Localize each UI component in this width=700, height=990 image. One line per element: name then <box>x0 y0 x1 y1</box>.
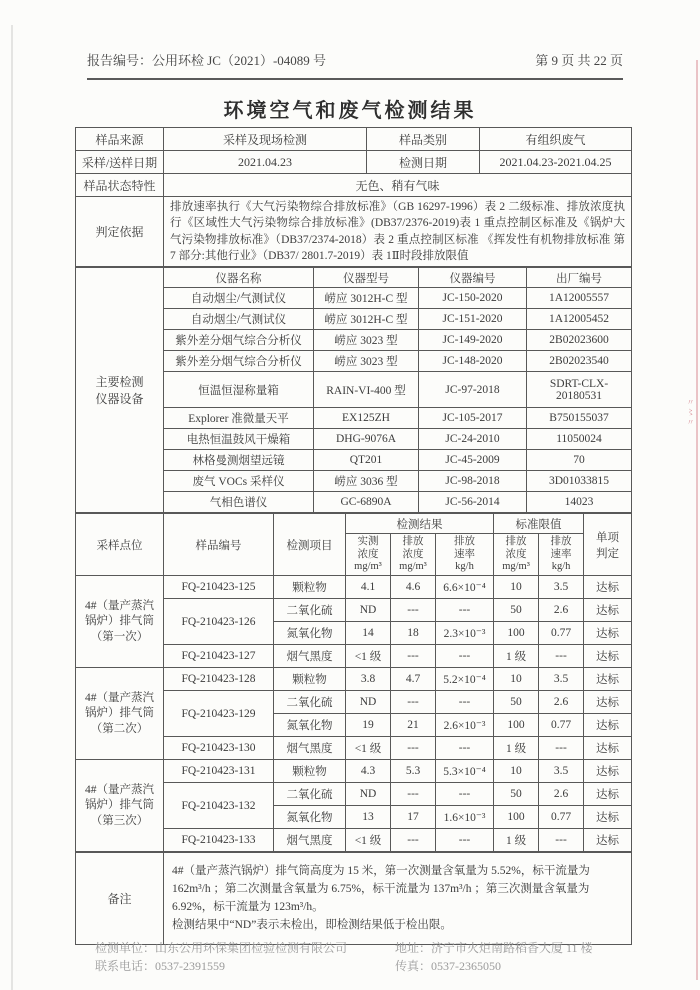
remark-line-2: 检测结果中“ND”表示未检出，即检测结果低于检出限。 <box>172 918 452 931</box>
table-row <box>76 576 632 599</box>
instrument-name: 林格曼测烟望远镜 <box>164 450 314 471</box>
measured-value: ND <box>346 691 391 714</box>
table-row <box>76 760 632 783</box>
instrument-serial: 3D01033815 <box>527 471 632 492</box>
instrument-name: 电热恒温鼓风干燥箱 <box>164 429 314 450</box>
report-tables <box>75 127 631 945</box>
instrument-id: JC-98-2018 <box>419 471 527 492</box>
emission-conc: --- <box>391 783 436 806</box>
limit-rate: 2.6 <box>539 599 584 622</box>
sample-id: FQ-210423-132 <box>164 783 274 829</box>
sample-id: FQ-210423-126 <box>164 599 274 645</box>
emission-conc: 4.7 <box>391 668 436 691</box>
limit-conc: 10 <box>494 576 539 599</box>
test-item: 二氧化硫 <box>274 691 346 714</box>
instrument-serial: 2B02023600 <box>527 330 632 351</box>
table-row <box>76 197 632 267</box>
sampling-point: 4#（量产蒸汽锅炉）排气筒（第一次） <box>76 576 164 668</box>
instrument-model: 崂应 3036 型 <box>314 471 419 492</box>
instrument-id: JC-151-2020 <box>419 309 527 330</box>
page-number: 第 9 页 共 22 页 <box>535 53 623 68</box>
instrument-name: 紫外差分烟气综合分析仪 <box>164 351 314 372</box>
footer-org: 检测单位：山东公用环保集团检验检测有限公司 <box>95 941 348 955</box>
column-header: 仪器编号 <box>419 268 527 288</box>
column-subheader: 排放速率 kg/h <box>436 534 494 576</box>
emission-rate: 5.3×10⁻⁴ <box>436 760 494 783</box>
info-label: 采样/送样日期 <box>76 151 164 174</box>
info-label: 样品来源 <box>76 128 164 151</box>
instrument-id: JC-148-2020 <box>419 351 527 372</box>
instrument-name: 恒温恒湿称量箱 <box>164 372 314 408</box>
limit-rate: 3.5 <box>539 760 584 783</box>
limit-conc: 10 <box>494 760 539 783</box>
emission-conc: 5.3 <box>391 760 436 783</box>
limit-conc: 50 <box>494 691 539 714</box>
table-row <box>76 668 632 691</box>
limit-rate: 2.6 <box>539 691 584 714</box>
emission-conc: --- <box>391 737 436 760</box>
basis-label: 判定依据 <box>76 197 164 267</box>
remark-text <box>164 853 632 945</box>
verdict: 达标 <box>584 760 632 783</box>
column-subheader: 排放浓度 mg/m³ <box>494 534 539 576</box>
measured-value: 3.8 <box>346 668 391 691</box>
emission-rate: --- <box>436 599 494 622</box>
table-row <box>76 174 632 197</box>
verdict: 达标 <box>584 691 632 714</box>
remark-table <box>75 852 632 945</box>
limit-rate: --- <box>539 645 584 668</box>
instrument-id: JC-149-2020 <box>419 330 527 351</box>
limit-conc: 50 <box>494 783 539 806</box>
footer-fax: 传真：0537-2365050 <box>395 959 501 973</box>
table-row <box>76 151 632 174</box>
limit-conc: 1 级 <box>494 645 539 668</box>
emission-conc: --- <box>391 645 436 668</box>
limit-conc: 50 <box>494 599 539 622</box>
measured-value: 4.3 <box>346 760 391 783</box>
emission-rate: --- <box>436 783 494 806</box>
test-item: 颗粒物 <box>274 668 346 691</box>
column-header-verdict: 单项判定 <box>584 514 632 576</box>
instrument-name: 自动烟尘/气测试仪 <box>164 288 314 309</box>
limit-conc: 1 级 <box>494 737 539 760</box>
instrument-name: 气相色谱仪 <box>164 492 314 513</box>
sample-id: FQ-210423-130 <box>164 737 274 760</box>
results-table <box>75 513 632 852</box>
test-item: 烟气黑度 <box>274 645 346 668</box>
instrument-name: 自动烟尘/气测试仪 <box>164 309 314 330</box>
instrument-model: RAIN-VI-400 型 <box>314 372 419 408</box>
instrument-name: Explorer 准微量天平 <box>164 408 314 429</box>
instrument-serial: SDRT-CLX-20180531 <box>527 372 632 408</box>
instrument-serial: 70 <box>527 450 632 471</box>
column-header: 出厂编号 <box>527 268 632 288</box>
emission-conc: 4.6 <box>391 576 436 599</box>
info-label: 样品类别 <box>367 128 480 151</box>
emission-rate: 5.2×10⁻⁴ <box>436 668 494 691</box>
instrument-model: 崂应 3023 型 <box>314 330 419 351</box>
emission-conc: 18 <box>391 622 436 645</box>
emission-rate: --- <box>436 645 494 668</box>
column-subheader: 排放浓度 mg/m³ <box>391 534 436 576</box>
emission-rate: 1.6×10⁻³ <box>436 806 494 829</box>
test-item: 二氧化硫 <box>274 783 346 806</box>
measured-value: ND <box>346 599 391 622</box>
instrument-serial: 14023 <box>527 492 632 513</box>
emission-conc: 17 <box>391 806 436 829</box>
column-header: 采样点位 <box>76 514 164 576</box>
instrument-model: EX125ZH <box>314 408 419 429</box>
limit-rate: 2.6 <box>539 783 584 806</box>
table-row <box>76 514 632 534</box>
limit-rate: --- <box>539 737 584 760</box>
instrument-id: JC-150-2020 <box>419 288 527 309</box>
verdict: 达标 <box>584 783 632 806</box>
instrument-serial: 1A12005452 <box>527 309 632 330</box>
instrument-id: JC-24-2010 <box>419 429 527 450</box>
sample-id: FQ-210423-127 <box>164 645 274 668</box>
info-value: 采样及现场检测 <box>164 128 367 151</box>
measured-value: <1 级 <box>346 645 391 668</box>
measured-value: 14 <box>346 622 391 645</box>
test-item: 氮氧化物 <box>274 714 346 737</box>
measured-value: <1 级 <box>346 829 391 852</box>
instrument-model: QT201 <box>314 450 419 471</box>
instrument-name: 紫外差分烟气综合分析仪 <box>164 330 314 351</box>
column-header: 仪器名称 <box>164 268 314 288</box>
limit-conc: 1 级 <box>494 829 539 852</box>
instrument-model: 崂应 3012H-C 型 <box>314 288 419 309</box>
test-item: 氮氧化物 <box>274 622 346 645</box>
limit-conc: 100 <box>494 714 539 737</box>
verdict: 达标 <box>584 645 632 668</box>
scan-edge-shadow <box>11 25 13 990</box>
limit-rate: 3.5 <box>539 576 584 599</box>
sample-id: FQ-210423-128 <box>164 668 274 691</box>
sample-id: FQ-210423-125 <box>164 576 274 599</box>
footer-phone: 联系电话：0537-2391559 <box>95 959 225 973</box>
remark-label: 备注 <box>76 853 164 945</box>
measured-value: 19 <box>346 714 391 737</box>
sample-id: FQ-210423-131 <box>164 760 274 783</box>
limit-rate: --- <box>539 829 584 852</box>
instrument-id: JC-105-2017 <box>419 408 527 429</box>
limit-conc: 100 <box>494 806 539 829</box>
page-header <box>87 50 623 80</box>
instrument-serial: 2B02023540 <box>527 351 632 372</box>
emission-rate: 2.3×10⁻³ <box>436 622 494 645</box>
test-item: 氮氧化物 <box>274 806 346 829</box>
verdict: 达标 <box>584 622 632 645</box>
test-item: 烟气黑度 <box>274 737 346 760</box>
instrument-model: 崂应 3012H-C 型 <box>314 309 419 330</box>
red-seal-mark: 〃〻〃 <box>686 398 695 428</box>
table-row <box>76 853 632 945</box>
table-row <box>76 268 632 288</box>
info-value: 无色、稍有气味 <box>164 174 632 197</box>
instrument-serial: 11050024 <box>527 429 632 450</box>
measured-value: 13 <box>346 806 391 829</box>
report-number: 报告编号：公用环检 JC（2021）-04089 号 <box>87 53 327 68</box>
verdict: 达标 <box>584 737 632 760</box>
test-item: 烟气黑度 <box>274 829 346 852</box>
instrument-id: JC-45-2009 <box>419 450 527 471</box>
emission-rate: 2.6×10⁻³ <box>436 714 494 737</box>
group-header-limits: 标准限值 <box>494 514 584 534</box>
instrument-model: GC-6890A <box>314 492 419 513</box>
column-subheader: 实测浓度 mg/m³ <box>346 534 391 576</box>
limit-rate: 0.77 <box>539 622 584 645</box>
column-subheader: 排放速率 kg/h <box>539 534 584 576</box>
page-title: 环境空气和废气检测结果 <box>223 100 477 122</box>
table-row <box>76 128 632 151</box>
remark-line-1: 4#（量产蒸汽锅炉）排气筒高度为 15 米，第一次测量含氧量为 5.52%，标干流量为 162m³/h ；第二次测量含氧量为 6.75%，标干流量为 137m³/h ；第三次测量含氧量为 6.92%，标干流量为 123m³/h。 <box>172 865 590 913</box>
instruments-table <box>75 267 632 513</box>
emission-conc: --- <box>391 599 436 622</box>
instrument-id: JC-56-2014 <box>419 492 527 513</box>
limit-conc: 100 <box>494 622 539 645</box>
instrument-model: 崂应 3023 型 <box>314 351 419 372</box>
group-header-results: 检测结果 <box>346 514 494 534</box>
emission-conc: --- <box>391 829 436 852</box>
info-value: 有组织废气 <box>480 128 632 151</box>
page-footer <box>95 939 615 975</box>
info-value: 2021.04.23 <box>164 151 367 174</box>
instrument-serial: 1A12005557 <box>527 288 632 309</box>
info-label: 检测日期 <box>367 151 480 174</box>
sampling-point: 4#（量产蒸汽锅炉）排气筒（第三次） <box>76 760 164 852</box>
instrument-model: DHG-9076A <box>314 429 419 450</box>
sampling-point: 4#（量产蒸汽锅炉）排气筒（第二次） <box>76 668 164 760</box>
info-label: 样品状态特性 <box>76 174 164 197</box>
emission-conc: --- <box>391 691 436 714</box>
column-header: 仪器型号 <box>314 268 419 288</box>
emission-rate: 6.6×10⁻⁴ <box>436 576 494 599</box>
test-item: 颗粒物 <box>274 760 346 783</box>
limit-conc: 10 <box>494 668 539 691</box>
footer-line-1 <box>95 939 615 957</box>
test-item: 颗粒物 <box>274 576 346 599</box>
measured-value: ND <box>346 783 391 806</box>
footer-address: 地址：济宁市火炬南路稻香大厦 11 楼 <box>395 941 593 955</box>
test-item: 二氧化硫 <box>274 599 346 622</box>
limit-rate: 0.77 <box>539 714 584 737</box>
instruments-section-label: 主要检测仪器设备 <box>76 268 164 513</box>
verdict: 达标 <box>584 576 632 599</box>
instrument-serial: B750155037 <box>527 408 632 429</box>
info-table <box>75 127 632 267</box>
emission-rate: --- <box>436 829 494 852</box>
instrument-id: JC-97-2018 <box>419 372 527 408</box>
column-header: 检测项目 <box>274 514 346 576</box>
limit-rate: 0.77 <box>539 806 584 829</box>
emission-rate: --- <box>436 737 494 760</box>
verdict: 达标 <box>584 668 632 691</box>
sample-id: FQ-210423-129 <box>164 691 274 737</box>
emission-rate: --- <box>436 691 494 714</box>
measured-value: <1 级 <box>346 737 391 760</box>
emission-conc: 21 <box>391 714 436 737</box>
verdict: 达标 <box>584 599 632 622</box>
verdict: 达标 <box>584 806 632 829</box>
verdict: 达标 <box>584 714 632 737</box>
footer-line-2 <box>95 957 615 975</box>
basis-text: 排放速率执行《大气污染物综合排放标准》（GB 16297-1996）表 2 二级标准、排放浓度执行《区域性大气污染物综合排放标准》(DB37/2376-2019)表 1 重点控制区标准及《锅炉大气污染物排放标准》（DB37/2374-2018）表 2 重点控制区标准 《挥发性有机物排放标准 第 7 部分:其他行业》（DB37/ 2801.7-2019）表 1Ⅱ时段排放限值 <box>164 197 632 267</box>
measured-value: 4.1 <box>346 576 391 599</box>
instrument-name: 废气 VOCs 采样仪 <box>164 471 314 492</box>
column-header: 样品编号 <box>164 514 274 576</box>
sample-id: FQ-210423-133 <box>164 829 274 852</box>
limit-rate: 3.5 <box>539 668 584 691</box>
verdict: 达标 <box>584 829 632 852</box>
red-seal-edge <box>696 60 698 980</box>
info-value: 2021.04.23-2021.04.25 <box>480 151 632 174</box>
